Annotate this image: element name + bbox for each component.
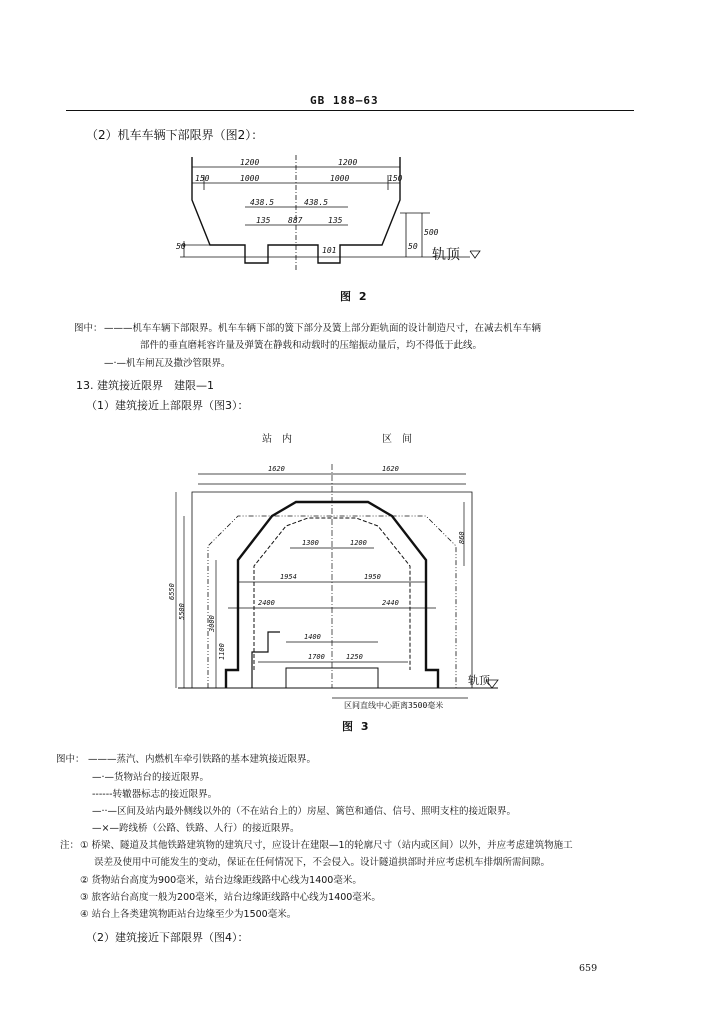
fig2-dim-inner-left: 1000 xyxy=(240,174,260,183)
fig2-legend-line1: ———机车车辆下部限界。机车车辆下部的簧下部分及簧上部分距轨面的设计制造尺寸，在减去机车车辆 xyxy=(104,323,542,334)
fig2-rail-label: 轨顶 xyxy=(432,247,460,263)
section-13-2-heading: （2）建筑接近下部限界（图4）： xyxy=(86,931,249,944)
standard-header: GB 188—63 xyxy=(310,94,379,107)
fig3-rail-label: 轨顶 xyxy=(468,674,490,687)
fig3-dim-h3: 1100 xyxy=(218,643,226,660)
fig2-dim-half-right: 438.5 xyxy=(304,198,329,207)
header-rule xyxy=(66,110,634,111)
fig3-dim-mid-right: 1950 xyxy=(364,573,381,581)
fig3-dim-h-right: 860 xyxy=(458,531,466,544)
fig3-basic-outline xyxy=(226,502,438,688)
note-4: ④ 站台上各类建筑物距站台边缘至少为1500毫米。 xyxy=(80,909,297,920)
fig3-dim-mid-left: 1954 xyxy=(280,573,297,581)
fig2-dim-notch-right: 135 xyxy=(328,216,343,225)
fig3-legend-line5: —×—跨线桥（公路、铁路、人行）的接近限界。 xyxy=(92,823,300,834)
fig3-center-note: 区间直线中心距离3500毫米 xyxy=(344,701,444,710)
figure-2-caption: 图 2 xyxy=(340,290,369,303)
fig3-dim-low-right: 2440 xyxy=(382,599,399,607)
fig3-label-station: 站 内 xyxy=(262,434,292,445)
note-2: ② 货物站台高度为900毫米，站台边缘距线路中心线为1400毫米。 xyxy=(80,875,362,886)
note-1a: ① 桥梁、隧道及其他铁路建筑物的建筑尺寸，应设计在建限—1的轮廓尺寸（站内或区间）以外，并应考虑建筑物施工 xyxy=(80,840,573,851)
fig3-legend-line2: —·—货物站台的接近限界。 xyxy=(92,772,210,783)
fig3-legend-prefix: 图中： xyxy=(56,754,85,765)
fig3-dim-base-right: 1250 xyxy=(346,653,363,661)
fig3-dim-w1: 1300 xyxy=(302,539,319,547)
figure-3-drawing xyxy=(168,456,508,710)
fig2-legend-line3: —·—机车闸瓦及撒沙管限界。 xyxy=(104,358,231,369)
fig3-dim-low-left: 2400 xyxy=(258,599,275,607)
fig2-dim-height-mid: 50 xyxy=(408,242,418,251)
figure-3-caption: 图 3 xyxy=(342,720,371,733)
fig2-dim-height-left: 50 xyxy=(176,242,186,251)
fig2-dim-notch-left: 135 xyxy=(256,216,271,225)
section-2-heading: （2）机车车辆下部限界（图2）： xyxy=(86,128,264,142)
note-1b: 误差及使用中可能发生的变动，保证在任何情况下，不会侵入。设计隧道拱部时并应考虑机车排烟所需间隙。 xyxy=(94,857,551,868)
figure-2-drawing xyxy=(170,145,510,280)
fig3-dim-h2: 3000 xyxy=(208,615,216,632)
fig2-dim-inner-right: 1000 xyxy=(330,174,350,183)
fig2-dim-center: 887 xyxy=(288,216,303,225)
fig3-legend-line3: ------转辙器标志的接近限界。 xyxy=(92,789,218,800)
fig2-legend-line2: 部件的垂直磨耗容许量及弹簧在静载和动载时的压缩振动量后，均不得低于此线。 xyxy=(140,340,483,351)
fig3-legend-line1: ———蒸汽、内燃机车牵引铁路的基本建筑接近限界。 xyxy=(88,754,317,765)
fig3-dim-h-total: 6550 xyxy=(168,583,176,600)
note-3: ③ 旅客站台高度一般为200毫米，站台边缘距线路中心线为1400毫米。 xyxy=(80,892,381,903)
fig3-dim-lower: 1400 xyxy=(304,633,321,641)
fig2-dim-top-left: 1200 xyxy=(240,158,260,167)
notes-prefix: 注： xyxy=(60,840,80,851)
fig3-legend-line4: —··—区间及站内最外侧线以外的（不在站台上的）房屋、篱笆和通信、信号、照明支柱的接近限界。 xyxy=(92,806,517,817)
fig3-dim-base-left: 1700 xyxy=(308,653,325,661)
section-13-heading: 13. 建筑接近限界 建限—1 xyxy=(76,379,214,392)
fig3-dim-top-left: 1620 xyxy=(268,465,285,473)
fig2-dim-height-right: 500 xyxy=(424,228,439,237)
fig3-dim-h1: 5500 xyxy=(178,603,186,620)
page-number: 659 xyxy=(579,963,598,974)
section-13-1-heading: （1）建筑接近上部限界（图3）： xyxy=(86,399,249,412)
fig2-dim-half-left: 438.5 xyxy=(250,198,275,207)
fig2-legend-prefix: 图中： xyxy=(74,323,103,334)
fig2-dim-notch-width: 101 xyxy=(322,246,337,255)
fig2-dim-top-right: 1200 xyxy=(338,158,358,167)
fig3-dim-top-right: 1620 xyxy=(382,465,399,473)
fig3-dim-w2: 1200 xyxy=(350,539,367,547)
fig2-dim-edge-right: 150 xyxy=(388,174,403,183)
fig3-label-section: 区 间 xyxy=(382,434,412,445)
fig2-dim-edge-left: 150 xyxy=(195,174,210,183)
